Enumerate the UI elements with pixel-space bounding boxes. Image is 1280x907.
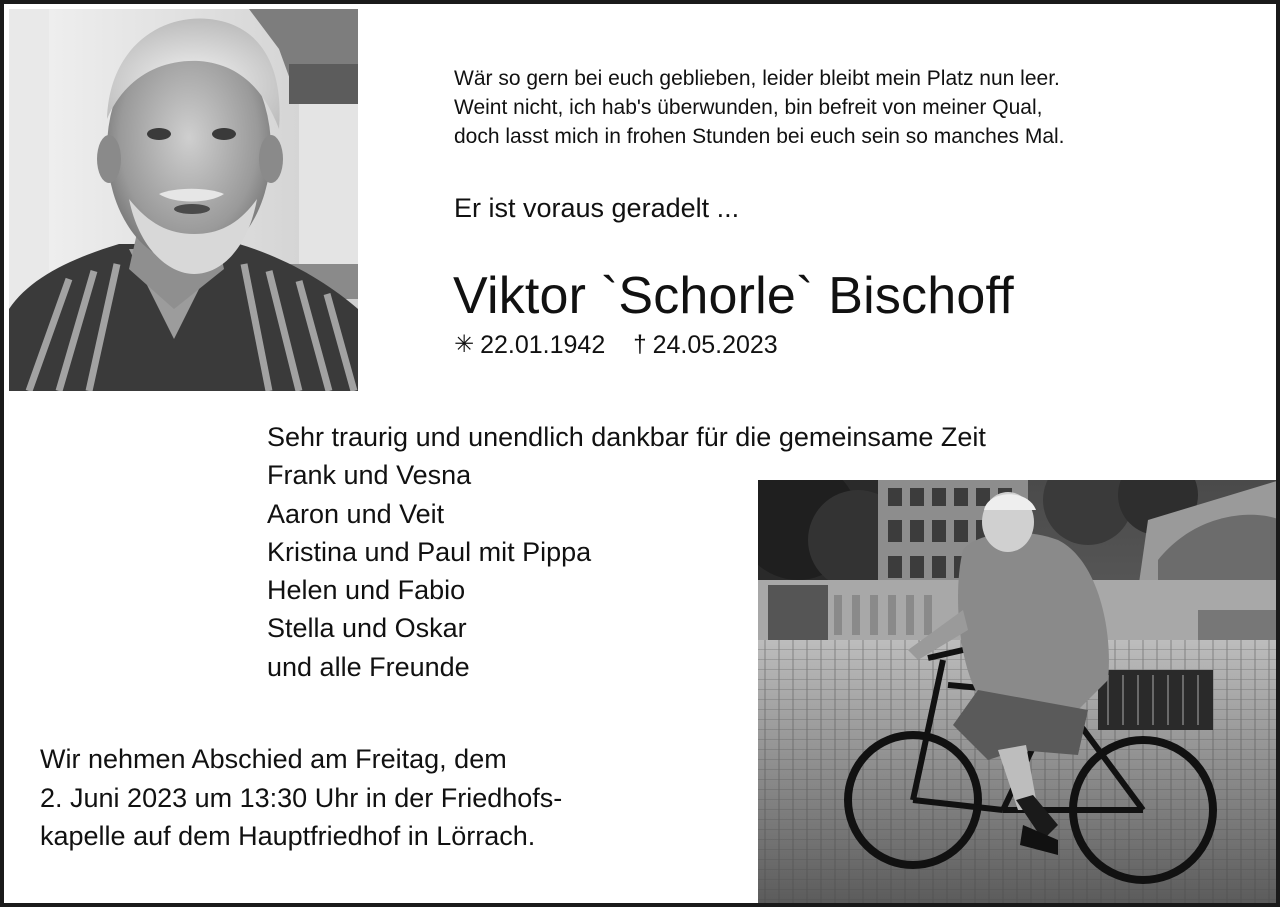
farewell-line: kapelle auf dem Hauptfriedhof in Lörrach. [40, 821, 536, 851]
mourner-line: Kristina und Paul mit Pippa [267, 536, 592, 567]
farewell-notice [40, 740, 562, 856]
mourners-intro: Sehr traurig und unendlich dankbar für die gemeinsame Zeit [267, 422, 986, 452]
poem [454, 64, 1065, 151]
mourner-line: Aaron und Veit [267, 498, 445, 529]
death-cross-icon: † [633, 331, 647, 358]
poem-line: Weint nicht, ich hab's überwunden, bin befreit von meiner Qual, [454, 96, 1043, 119]
death-date: 24.05.2023 [652, 331, 778, 359]
birth-star-icon: ✳ [454, 331, 475, 358]
mourner-line: Stella und Oskar [267, 613, 467, 644]
farewell-line: 2. Juni 2023 um 13:30 Uhr in der Friedhofs- [40, 782, 563, 813]
mourner-line: Helen und Fabio [267, 575, 466, 606]
portrait-photo [9, 9, 358, 391]
poem-line: doch lasst mich in frohen Stunden bei euch sein so manches Mal. [454, 125, 1065, 148]
mourner-line: und alle Freunde [267, 651, 470, 682]
intro-text: Er ist voraus geradelt ... [454, 193, 740, 223]
cyclist-photo [758, 480, 1280, 907]
mourner-line: Frank und Vesna [267, 460, 472, 491]
poem-line: Wär so gern bei euch geblieben, leider bleibt mein Platz nun leer. [454, 67, 1060, 90]
birth-date: 22.01.1942 [480, 331, 606, 359]
farewell-line: Wir nehmen Abschied am Freitag, dem [40, 744, 507, 774]
life-dates [454, 328, 778, 362]
deceased-name: Viktor `Schorle` Bischoff [453, 267, 1014, 325]
